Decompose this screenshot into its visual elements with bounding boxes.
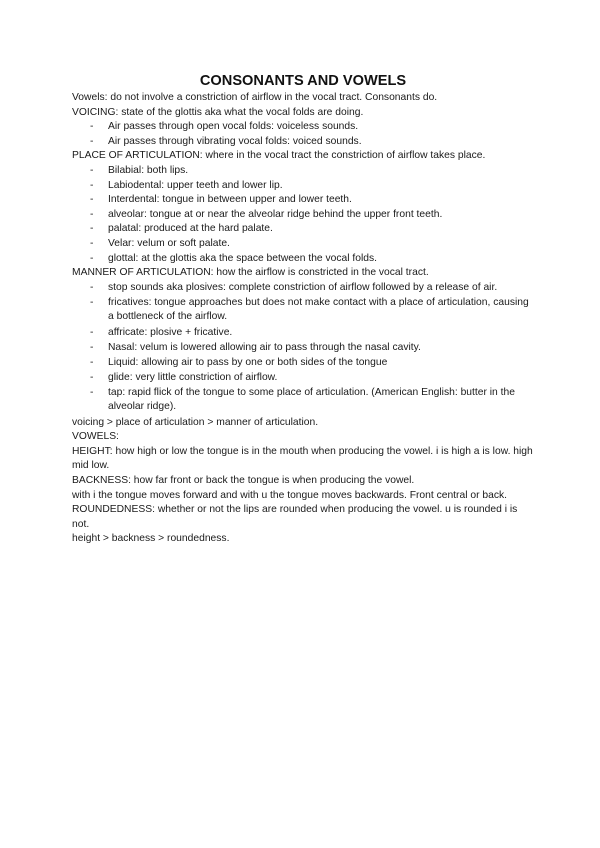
list-item [72,281,534,296]
backness-note: with i the tongue moves forward and with u the tongue moves backwards. Front central or back. [72,489,507,501]
voicing-heading: VOICING: state of the glottis aka what the vocal folds are doing. [72,106,364,118]
bullet-dash: - [90,223,94,235]
bullet-dash: - [90,356,94,368]
list-item [72,371,534,386]
backness-text: BACKNESS: how far front or back the tongue is when producing the vowel. [72,474,415,486]
list-item-text: stop sounds aka plosives: complete constriction of airflow followed by a release of air. [108,281,498,293]
manner-heading: MANNER OF ARTICULATION: how the airflow is constricted in the vocal tract. [72,267,429,279]
list-item-text: Nasal: velum is lowered allowing air to pass through the nasal cavity. [108,341,421,353]
list-item-text: Interdental: tongue in between upper and lower teeth. [108,194,352,206]
bullet-dash: - [90,371,94,383]
list-item [72,179,534,194]
list-item-text: Labiodental: upper teeth and lower lip. [108,179,283,191]
bullet-dash: - [90,326,94,338]
list-item-text: Air passes through open vocal folds: voiceless sounds. [108,121,359,133]
list-item [72,208,534,223]
place-list [72,164,534,266]
list-item [72,120,534,135]
vowels-heading: VOWELS: [72,431,119,443]
list-item [72,135,534,150]
list-item-text: tap: rapid flick of the tongue to some place of articulation. (American English: butter in the alveolar ridge). [108,386,515,413]
list-item [72,193,534,208]
list-item-text: Liquid: allowing air to pass by one or both sides of the tongue [108,356,388,368]
consonant-order: voicing > place of articulation > manner of articulation. [72,416,319,428]
list-item [72,341,534,356]
bullet-dash: - [90,208,94,220]
intro-text: Vowels: do not involve a constriction of airflow in the vocal tract. Consonants do. [72,92,438,103]
list-item [72,237,534,252]
height-text: HEIGHT: how high or low the tongue is in the mouth when producing the vowel. i is high a is low. high mid low. [72,445,533,472]
list-item [72,296,534,325]
bullet-dash: - [90,121,94,133]
roundedness-text: ROUNDEDNESS: whether or not the lips are rounded when producing the vowel. u is rounded i is not. [72,504,518,530]
bullet-dash: - [90,386,94,398]
list-item [72,164,534,179]
bullet-dash: - [90,179,94,191]
vowel-order: height > backness > roundedness. [72,533,230,545]
manner-list [72,281,534,415]
bullet-dash: - [90,296,94,308]
page-title: CONSONANTS AND VOWELS [199,73,407,89]
list-item-text: palatal: produced at the hard palate. [108,223,273,235]
list-item-text: fricatives: tongue approaches but does not make contact with a place of articulation, causing a bottleneck of the airflow. [108,296,529,323]
document-page [72,72,534,547]
list-item-text: affricate: plosive + fricative. [108,326,233,338]
list-item-text: glide: very little constriction of airflow. [108,371,278,383]
list-item [72,326,534,341]
list-item [72,386,534,415]
list-item-text: Air passes through vibrating vocal folds: voiced sounds. [108,135,362,147]
list-item-text: Velar: velum or soft palate. [108,237,230,249]
bullet-dash: - [90,341,94,353]
bullet-dash: - [90,164,94,176]
list-item-text: Bilabial: both lips. [108,164,189,176]
list-item [72,222,534,237]
bullet-dash: - [90,194,94,206]
list-item [72,252,534,267]
list-item-text: glottal: at the glottis aka the space between the vocal folds. [108,252,378,264]
list-item-text: alveolar: tongue at or near the alveolar ridge behind the upper front teeth. [108,208,443,220]
voicing-list [72,120,534,149]
place-heading: PLACE OF ARTICULATION: where in the vocal tract the constriction of airflow takes place. [72,150,486,162]
bullet-dash: - [90,252,94,264]
list-item [72,356,534,371]
bullet-dash: - [90,237,94,249]
bullet-dash: - [90,135,94,147]
bullet-dash: - [90,281,94,293]
